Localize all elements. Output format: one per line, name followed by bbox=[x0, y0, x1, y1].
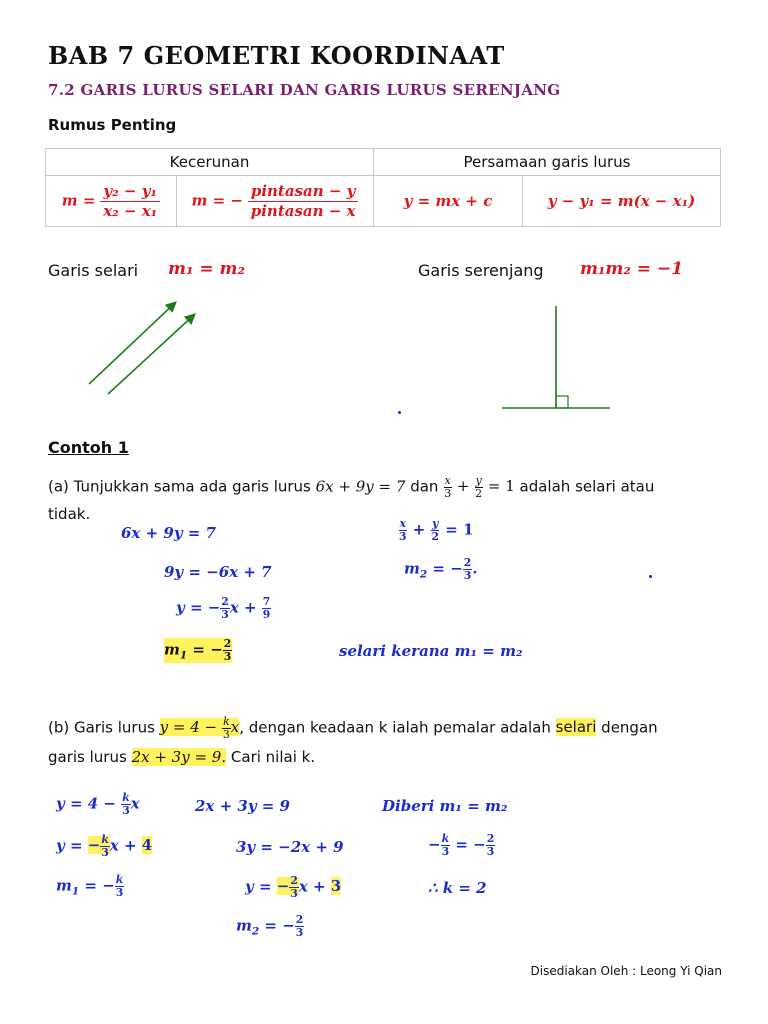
gradient-numerator: y₂ − y₁ bbox=[100, 183, 160, 202]
solution-b-m2: $m_2$ = − $\frac{2}{3}$ bbox=[236, 913, 304, 939]
question-b-selari: selari bbox=[555, 718, 597, 737]
intercept-denominator: pintasan − x bbox=[250, 201, 356, 220]
section-heading: Rumus Penting bbox=[48, 116, 177, 134]
equation-slope-intercept: y = mx + c bbox=[374, 176, 523, 227]
solution-a-step3: y = − $\frac{2}{3}$ x + $\frac{7}{9}$ bbox=[176, 595, 271, 621]
solution-b-eq2: 2x + 3y = 9 bbox=[195, 797, 290, 815]
question-b-garis: garis lurus bbox=[48, 748, 127, 766]
equation-point-slope: y − y₁ = m(x − x₁) bbox=[523, 176, 721, 227]
table-header-equation: Persamaan garis lurus bbox=[374, 149, 721, 176]
parallel-lines-diagram bbox=[80, 296, 210, 396]
example-heading: Contoh 1 bbox=[48, 438, 129, 457]
perpendicular-formula: m₁m₂ = −1 bbox=[580, 259, 684, 279]
solution-a-conclusion: selari kerana m₁ = m₂ bbox=[339, 642, 523, 660]
question-a-equation1: 6x + 9y = 7 bbox=[315, 477, 406, 496]
formula-table bbox=[45, 148, 721, 227]
question-b-dengan: dengan bbox=[601, 718, 658, 737]
solution-a-step1: 6x + 9y = 7 bbox=[121, 524, 216, 542]
solution-a-m1: $m_1$ = − $\frac{2}{3}$ bbox=[164, 637, 232, 663]
question-a-line2: tidak. bbox=[48, 505, 91, 523]
solution-b-equate: − $\frac{k}{3}$ = − $\frac{2}{3}$ bbox=[428, 832, 495, 858]
perpendicular-lines-diagram bbox=[496, 304, 616, 416]
solution-a-eq2: $\frac{x}{3}$ + $\frac{y}{2}$ = 1 bbox=[399, 517, 474, 543]
solution-b-m1: $m_1$ = − $\frac{k}{3}$ bbox=[56, 873, 124, 899]
right-angle-mark bbox=[556, 396, 568, 408]
question-a-line1: (a) Tunjukkan sama ada garis lurus 6x + 9y = 7 dan $\frac{x}{3}$ + $\frac{y}{2}$ = 1 adalah selari atau bbox=[48, 474, 655, 500]
perpendicular-label: Garis serenjang bbox=[418, 261, 544, 280]
parallel-formula: m₁ = m₂ bbox=[168, 259, 245, 279]
question-b-line1: (b) Garis lurus y = 4 − $\frac{k}{3}$ x, dengan keadaan k ialah pemalar adalah selari dengan bbox=[48, 715, 658, 741]
solution-b-eq2-form: y = − $\frac{2}{3}$ x + 3 bbox=[245, 874, 342, 900]
question-b-equation2: 2x + 3y = 9. bbox=[131, 748, 227, 766]
solution-b-eq2-step: 3y = −2x + 9 bbox=[236, 838, 344, 856]
footer-author: Disediakan Oleh : Leong Yi Qian bbox=[530, 964, 722, 978]
solution-b-eq1: y = 4 − $\frac{k}{3}$ x bbox=[56, 791, 140, 817]
parallel-label: Garis selari bbox=[48, 261, 139, 280]
question-b-cari: Cari nilai k. bbox=[230, 748, 316, 766]
solution-a-m2: $m_2$ = − $\frac{2}{3}$ . bbox=[404, 556, 478, 582]
question-b-prefix: (b) Garis lurus bbox=[48, 718, 155, 737]
intercept-numerator: pintasan − y bbox=[248, 183, 359, 202]
question-b-mid: , dengan keadaan k ialah pemalar adalah bbox=[239, 718, 551, 737]
table-header-gradient: Kecerunan bbox=[46, 149, 374, 176]
question-a-dan: dan bbox=[410, 477, 439, 496]
section-subtitle: 7.2 GARIS LURUS SELARI DAN GARIS LURUS SERENJANG bbox=[48, 81, 561, 99]
gradient-formula-points: m = $\frac{\text{y₂ − y₁}}{\text{x₂ − x₁}}$ bbox=[46, 176, 177, 227]
stray-dot bbox=[398, 411, 401, 414]
stray-dot-2 bbox=[649, 575, 652, 578]
solution-a-step2: 9y = −6x + 7 bbox=[164, 563, 272, 581]
gradient-denominator: x₂ − x₁ bbox=[103, 201, 158, 220]
solution-b-eq1-form: y = − $\frac{k}{3}$ x + 4 bbox=[56, 833, 153, 859]
question-b-line2 bbox=[48, 748, 315, 766]
solution-b-given: Diberi m₁ = m₂ bbox=[382, 797, 508, 815]
question-a-prefix: (a) Tunjukkan sama ada garis lurus bbox=[48, 477, 311, 496]
question-a-suffix: adalah selari atau bbox=[519, 477, 655, 496]
gradient-formula-intercepts: m = − $\frac{\text{pintasan − y}}{\text{pintasan − x}}$ bbox=[177, 176, 374, 227]
solution-b-result: ∴ k = 2 bbox=[428, 879, 487, 897]
page-title: BAB 7 GEOMETRI KOORDINAAT bbox=[48, 41, 505, 70]
